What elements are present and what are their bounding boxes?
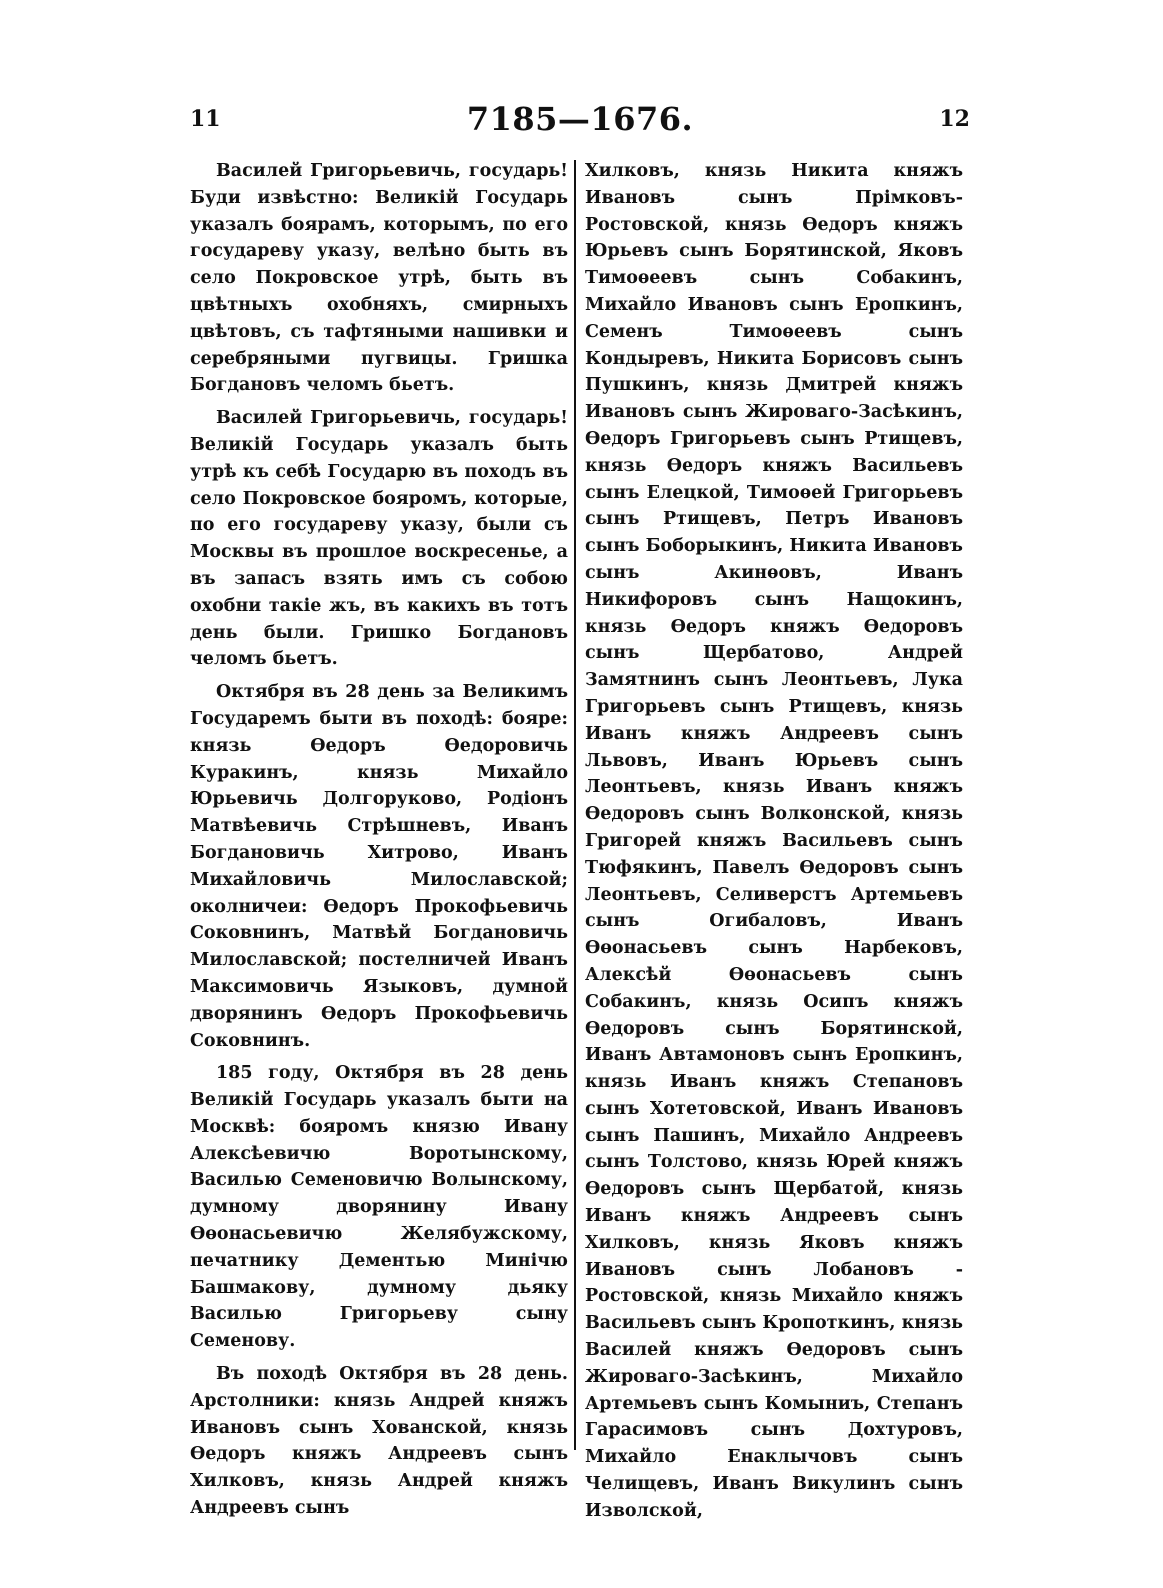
running-title: 7185—1676. <box>466 100 694 138</box>
left-column <box>190 158 568 1528</box>
column-divider <box>574 160 576 1450</box>
paragraph: Василей Григорьевичь, государь! Буди извѣстно: Великій Государь указалъ боярамъ, которымъ, по его государеву указу, велѣно быть въ село Покровское утрѣ, быть въ цвѣтныхъ охобняхъ, смирныхъ цвѣтовъ, съ тафтяными нашивки и серебряными пугвицы. Гришка Богдановъ челомъ бьетъ. <box>190 161 568 396</box>
page-header <box>190 100 970 140</box>
page-number-left: 11 <box>190 106 221 132</box>
paragraph: Хилковъ, князь Никита княжъ Ивановъ сынъ Прімковъ-Ростовской, князь Өедоръ княжъ Юрьевъ сынъ Борятинской, Яковъ Тимоѳеевъ сынъ Собакинъ, Михайло Ивановъ сынъ Еропкинъ, Семенъ Тимоѳеевъ сынъ Кондыревъ, Никита Борисовъ сынъ Пушкинъ, князь Дмитрей княжъ Ивановъ сынъ Жироваго-Засѣкинъ, Өедоръ Григорьевъ сынъ Ртищевъ, князь Өедоръ княжъ Васильевъ сынъ Елецкой, Тимоѳей Григорьевъ сынъ Ртищевъ, Петръ Ивановъ сынъ Боборыкинъ, Никита Ивановъ сынъ Акинѳовъ, Иванъ Никифоровъ сынъ Нащокинъ, князь Өедоръ княжъ Өедоровъ сынъ Щербатово, Андрей Замятнинъ сынъ Леонтьевъ, Лука Григорьевъ сынъ Ртищевъ, князь Иванъ княжъ Андреевъ сынъ Львовъ, Иванъ Юрьевъ сынъ Леонтьевъ, князь Иванъ княжъ Өедоровъ сынъ Волконской, князь Григорей княжъ Васильевъ сынъ Тюфякинъ, Павелъ Өедоровъ сынъ Леонтьевъ, Селиверстъ Артемьевъ сынъ Огибаловъ, Иванъ Өөонасьевъ сынъ Нарбековъ, Алексѣй Өөонасьевъ сынъ Собакинъ, князь Осипъ княжъ Өедоровъ сынъ Борятинской, Иванъ Автамоновъ сынъ Еропкинъ, князь Иванъ княжъ Степановъ сынъ Хотетовской, Иванъ Ивановъ сынъ Пашинъ, Михайло Андреевъ сынъ Толстово, князь Юрей княжъ Өедоровъ сынъ Щербатой, князь Иванъ княжъ Андреевъ сынъ Хилковъ, князь Яковъ княжъ Ивановъ сынъ Лобановъ - Ростовской, князь Михайло княжъ Васильевъ сынъ Кропоткинъ, князь Василей княжъ Өедоровъ сынъ Жироваго-Засѣкинъ, Михайло Артемьевъ сынъ Комыниъ, Степанъ Гарасимовъ сынъ Дохтуровъ, Михайло Енаклычовъ сынъ Челищевъ, Иванъ Викулинъ сынъ Изволской, <box>585 161 963 1521</box>
paragraph: Въ походѣ Октября въ 28 день. Арстолники: князь Андрей княжъ Ивановъ сынъ Хованской, князь Өедоръ княжъ Андреевъ сынъ Хилковъ, князь Андрей княжъ Андреевъ сынъ <box>190 1364 568 1519</box>
page-number-right: 12 <box>939 106 970 132</box>
paragraph: 185 году, Октября въ 28 день Великій Государь указалъ быти на Москвѣ: бояромъ князю Ивану Алексѣевичю Воротынскому, Василью Семеновичю Волынскому, думному дворянину Ивану Өөонасьевичю Желябужскому, печатнику Дементью Минічю Башмакову, думному дьяку Василью Григорьеву сыну Семенову. <box>190 1063 568 1352</box>
paragraph: Октября въ 28 день за Великимъ Государемъ быти въ походѣ: бояре: князь Өедоръ Өедоровичь Куракинъ, князь Михайло Юрьевичь Долгоруково, Родіонъ Матвѣевичь Стрѣшневъ, Иванъ Богдановичь Хитрово, Иванъ Михайловичь Милославской; околничеи: Өедоръ Прокофьевичь Соковнинъ, Матвѣй Богдановичь Милославской; постелничей Иванъ Максимовичь Языковъ, думной дворянинъ Өедоръ Прокофьевичь Соковнинъ. <box>190 682 568 1051</box>
paragraph: Василей Григорьевичь, государь! Великій Государь указалъ быть утрѣ къ себѣ Государю въ походъ въ село Покровское бояромъ, которые, по его государеву указу, были съ Москвы въ прошлое воскресенье, а въ запасъ взять имъ съ собою охобни такіе жъ, въ какихъ въ тотъ день были. Гришко Богдановъ челомъ бьетъ. <box>190 408 568 670</box>
right-column <box>585 158 963 1531</box>
